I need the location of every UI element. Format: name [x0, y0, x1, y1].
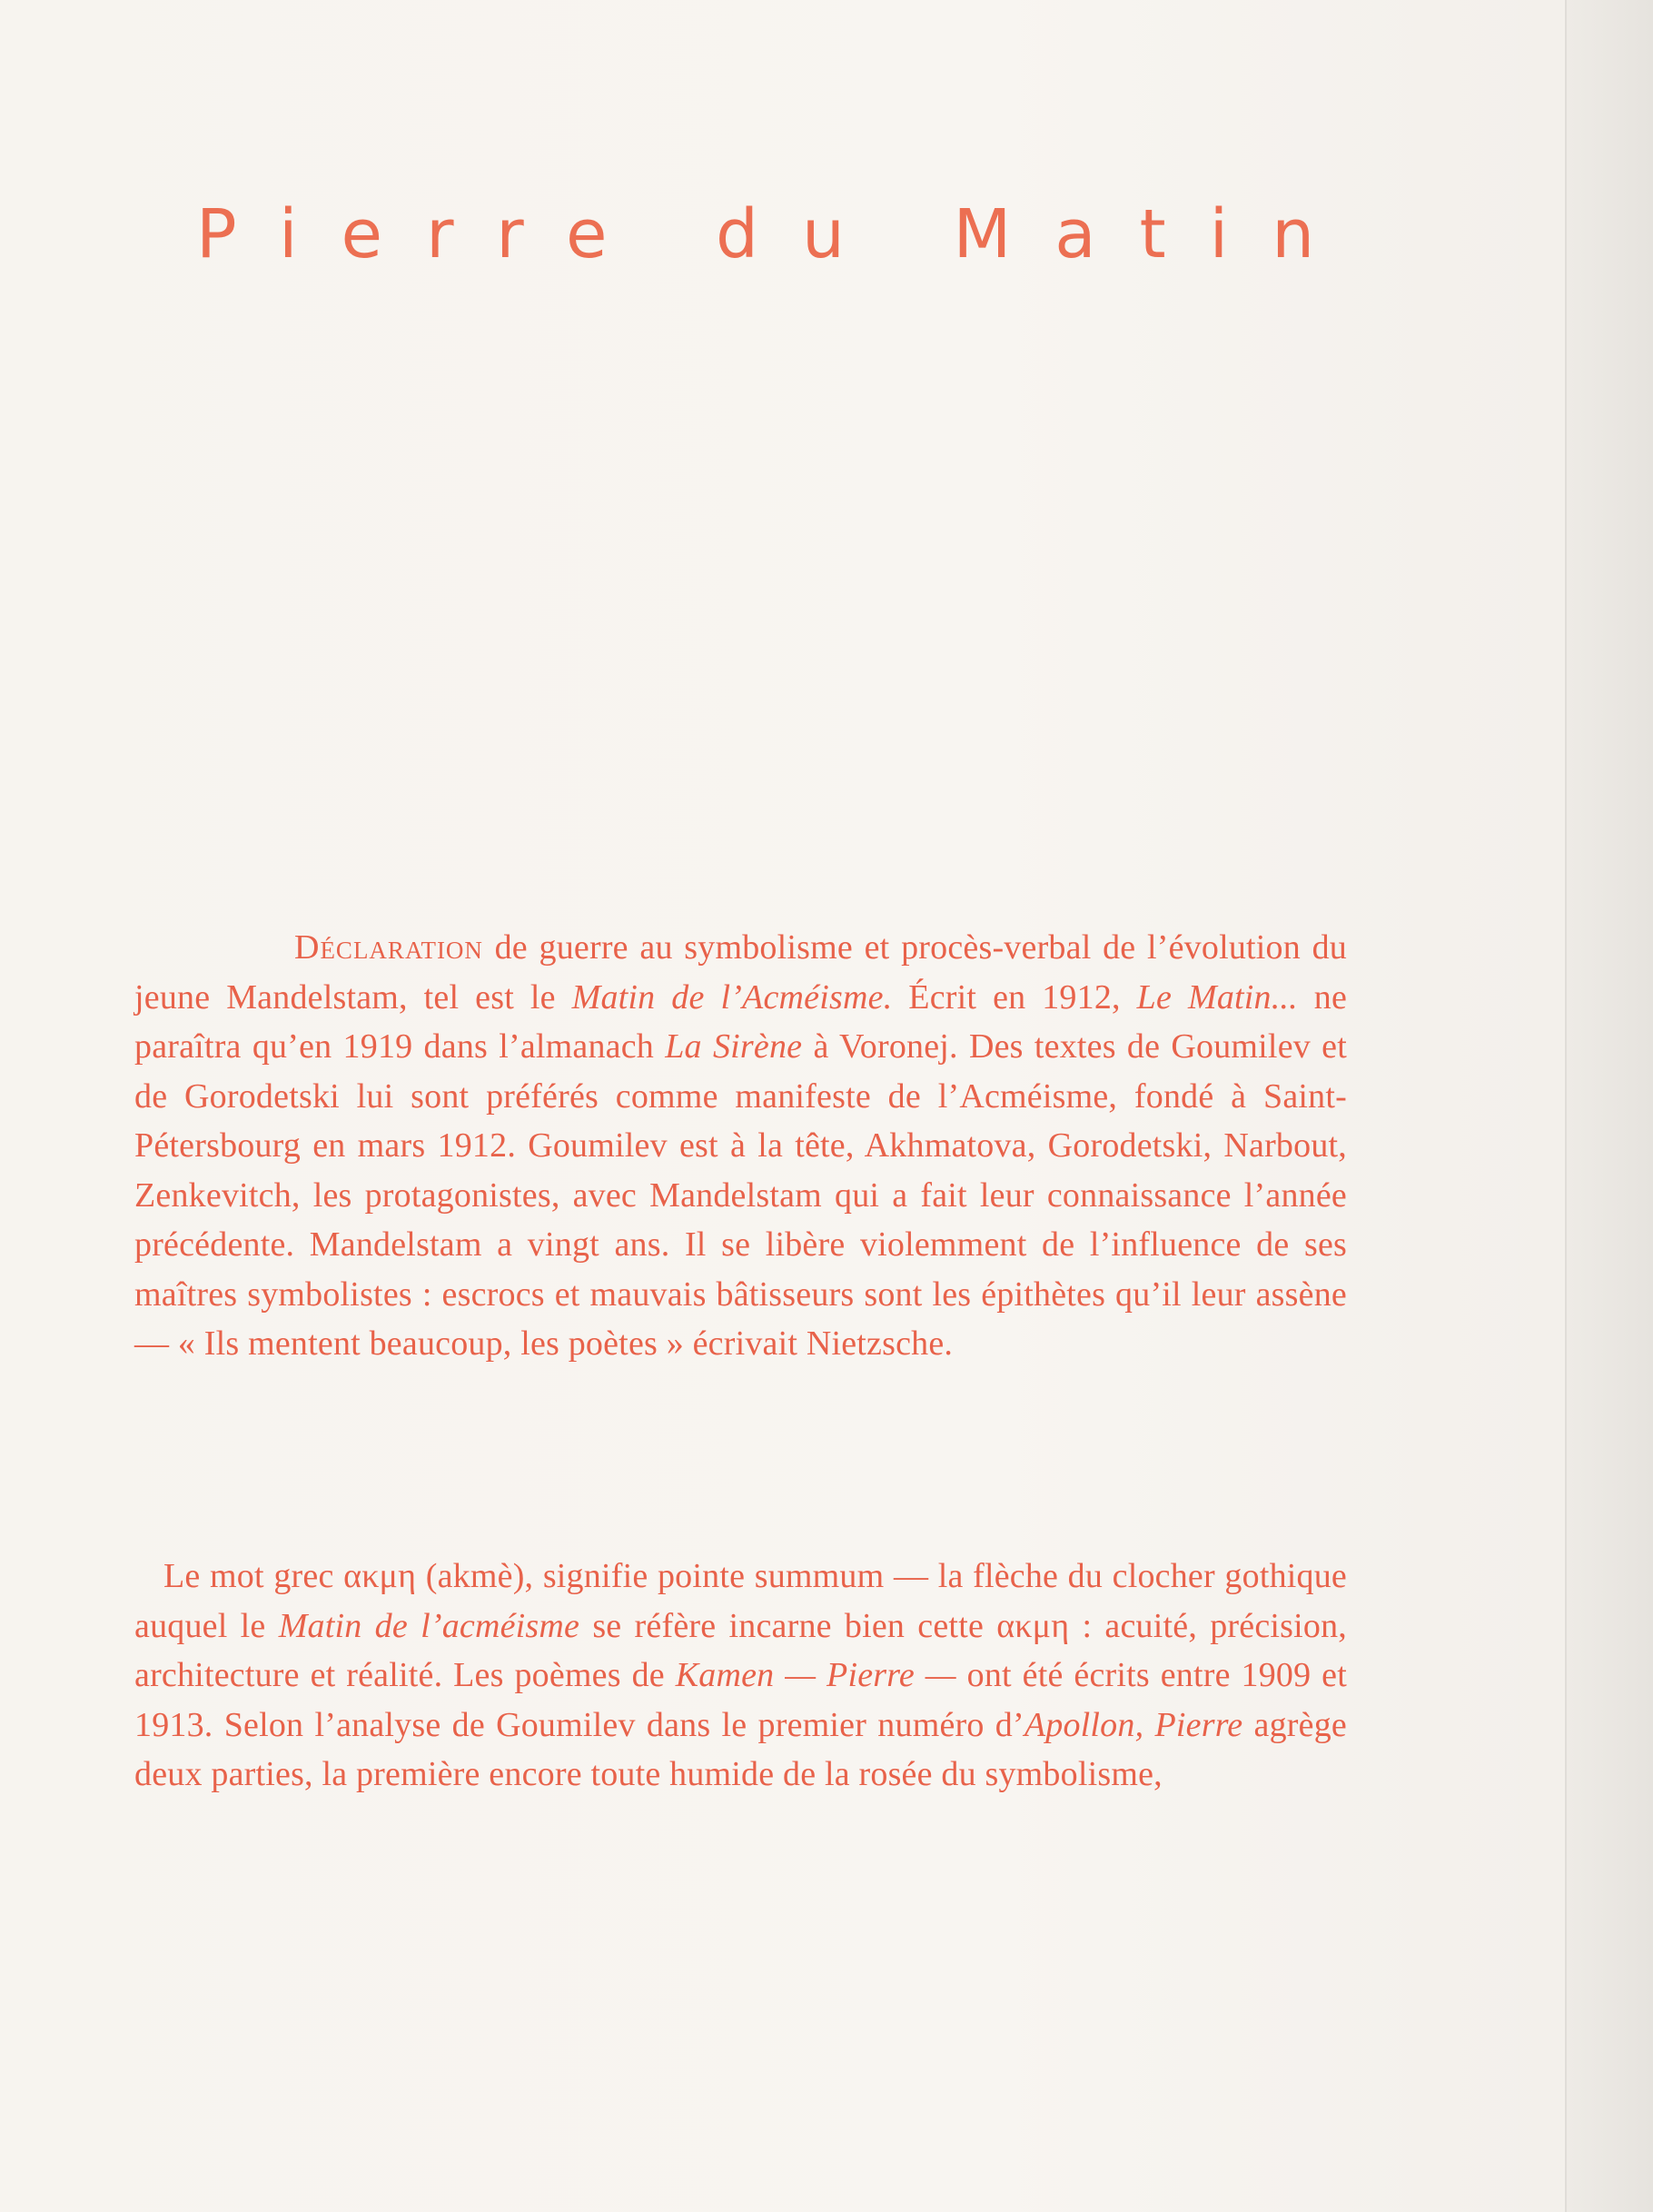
text-segment: à Voronej. Des textes de Goumilev et de Gorodetski lui sont préférés comme manifeste de l’Acméisme, fondé à Saint-Pétersbourg en mars 1912. Goumilev est à la tête, Akhmatova, Gorodetski, Narbout, Zenkevitch, les protagonistes, avec Mandelstam qui a fait leur connaissance l’année précédente. Mandelstam a vingt ans. Il se libère violemment de l’influence de ses maîtres symbolistes : escrocs et mauvais bâtisseurs sont les épithètes qu’il leur assène — « Ils mentent beaucoup, les poètes » écrivait Nietzsche. — [134, 1027, 1347, 1363]
lead-word: Déclaration — [294, 928, 483, 967]
text-segment: de guerre au symbolisme et procès-verbal de l’évolution du jeune Mandelstam, tel est le — [134, 928, 1347, 1017]
text-segment: Le mot grec ακμη (akmè), signifie pointe summum — la flèche du clocher gothique auquel le — [134, 1557, 1347, 1645]
text-segment: ont été écrits entre 1909 et 1913. Selon l’analyse de Goumilev dans le premier numéro d’ — [134, 1656, 1347, 1744]
italic-segment: Matin de l’Acméisme. — [571, 977, 893, 1017]
paragraph-1 — [134, 923, 1347, 1369]
paragraph-1-text — [134, 923, 1347, 1369]
italic-segment: Kamen — Pierre — — [675, 1656, 956, 1694]
text-segment: se réfère incarne bien cette ακμη : acuité, précision, architecture et réalité. Les poèmes de — [134, 1606, 1348, 1694]
text-segment: Écrit en 1912, — [892, 977, 1137, 1017]
text-segment: agrège deux parties, la première encore toute humide de la rosée du symbolisme, — [134, 1705, 1347, 1793]
italic-segment: La Sirène — [665, 1027, 803, 1066]
page-title: Pierre du Matin — [196, 195, 1359, 273]
italic-segment: Apollon, Pierre — [1024, 1705, 1243, 1744]
page-edge — [1565, 0, 1653, 2212]
paragraph-2-text — [134, 1552, 1347, 1800]
italic-segment: Matin de l’acméisme — [278, 1606, 580, 1645]
italic-segment: Le Matin... — [1136, 977, 1298, 1017]
text-segment: ne paraîtra qu’en 1919 dans l’almanach — [134, 977, 1348, 1066]
paragraph-2 — [134, 1552, 1347, 1800]
